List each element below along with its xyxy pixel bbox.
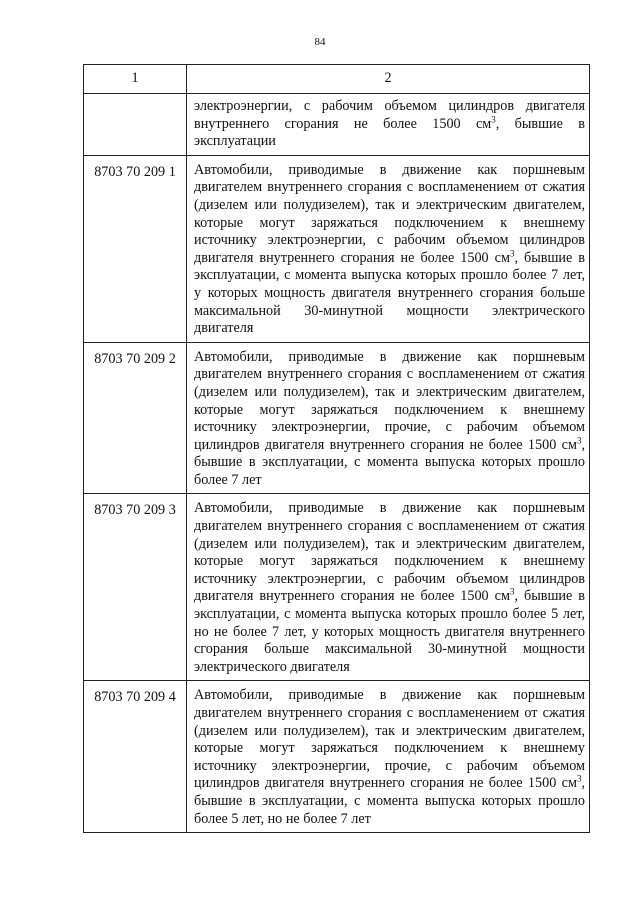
description-text: Автомобили, приводимые в движение как поршневым двигателем внутреннего сгорания с воспламенением от сжатия (дизелем или полудизелем), так и электрическим двигателем, которые могут заряжаться подключением к внешнему источнику электроэнергии, прочие, с рабочим объемом цилиндров двигателя внутреннего сгорания не более 1500 см <box>194 687 585 792</box>
description-text-end: , бывшие в эксплуатации, с момента выпуска которых прошло более 5 лет, но не более 7 лет <box>194 775 585 827</box>
row-code: 8703 70 209 3 <box>84 494 187 681</box>
row-description <box>187 94 590 156</box>
table-header-row <box>84 65 590 94</box>
description-text-end: , бывшие в эксплуатации, с момента выпуска которых прошло более 7 лет <box>194 436 585 488</box>
row-description <box>187 681 590 833</box>
table-row <box>84 155 590 342</box>
column-header-2: 2 <box>187 65 590 94</box>
superscript: 3 <box>576 773 582 784</box>
column-header-1: 1 <box>84 65 187 94</box>
row-description <box>187 342 590 494</box>
description-text: Автомобили, приводимые в движение как поршневым двигателем внутреннего сгорания с воспламенением от сжатия (дизелем или полудизелем), так и электрическим двигателем, которые могут заряжаться подключением к внешнему источнику электроэнергии, прочие, с рабочим объемом цилиндров двигателя внутреннего сгорания не более 1500 см <box>194 348 585 453</box>
row-code: 8703 70 209 1 <box>84 155 187 342</box>
row-code: 8703 70 209 4 <box>84 681 187 833</box>
superscript: 3 <box>509 248 515 259</box>
row-code <box>84 94 187 156</box>
tariff-table <box>83 64 590 833</box>
table-row <box>84 342 590 494</box>
superscript: 3 <box>576 434 582 445</box>
description-text-end: , бывшие в эксплуатации <box>194 115 585 150</box>
superscript: 3 <box>491 113 496 124</box>
row-description <box>187 155 590 342</box>
description-text-end: , бывшие в эксплуатации, с момента выпуска которых прошло более 7 лет, у которых мощность двигателя внутреннего сгорания больше максимальной 30-минутной мощности электрического двигателя <box>194 249 585 337</box>
table-row <box>84 681 590 833</box>
page-number: 84 <box>314 36 326 48</box>
superscript: 3 <box>509 586 515 597</box>
description-text: Автомобили, приводимые в движение как поршневым двигателем внутреннего сгорания с воспламенением от сжатия (дизелем или полудизелем), так и электрическим двигателем, которые могут заряжаться подключением к внешнему источнику электроэнергии, с рабочим объемом цилиндров двигателя внутреннего сгорания не более 1500 см <box>194 500 585 605</box>
description-text: Автомобили, приводимые в движение как поршневым двигателем внутреннего сгорания с воспламенением от сжатия (дизелем или полудизелем), так и электрическим двигателем, которые могут заряжаться подключением к внешнему источнику электроэнергии, с рабочим объемом цилиндров двигателя внутреннего сгорания не более 1500 см <box>194 161 585 266</box>
table-row <box>84 94 590 156</box>
row-description <box>187 494 590 681</box>
row-code: 8703 70 209 2 <box>84 342 187 494</box>
description-text: электроэнергии, с рабочим объемом цилиндров двигателя внутреннего сгорания не более 1500 см <box>194 98 585 132</box>
description-text-end: , бывшие в эксплуатации, с момента выпуска которых прошло более 5 лет, но не более 7 лет, у которых мощность двигателя внутреннего сгорания больше максимальной 30-минутной мощности электрического двигателя <box>194 588 585 675</box>
table-row <box>84 494 590 681</box>
